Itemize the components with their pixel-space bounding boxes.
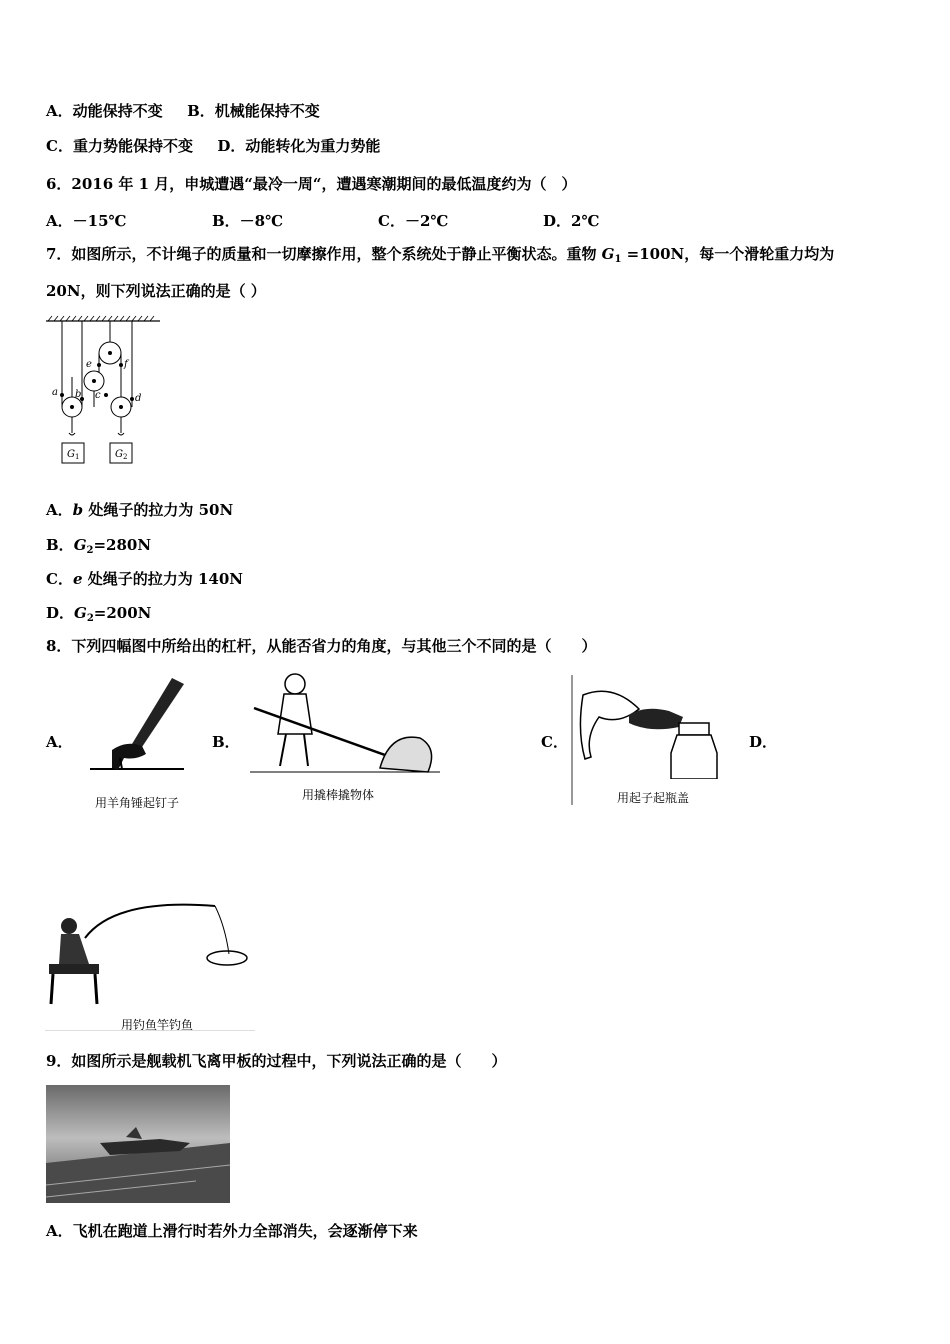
q7-option-c: C．e 处绳子的拉力为 140N xyxy=(46,570,243,588)
caption-crowbar: 用撬棒撬物体 xyxy=(302,788,375,802)
crowbar-figure xyxy=(250,668,440,806)
q8-stem: 8．下列四幅图中所给出的杠杆，从能否省力的角度，与其他三个不同的是（ ） xyxy=(46,637,597,655)
crowbar-icon xyxy=(250,668,440,778)
q5-option-c: C．重力势能保持不变 xyxy=(46,137,193,155)
q6-option-a: A．－15℃ xyxy=(46,212,127,230)
label-g1: $G_1$ xyxy=(67,449,80,461)
pulley-system-figure xyxy=(42,315,164,470)
caption-hammer: 用羊角锤起钉子 xyxy=(94,796,179,810)
q7-stem-line1: 7．如图所示，不计绳子的质量和一切摩擦作用，整个系统处于静止平衡状态。重物 $G_1 =100N$，每一个滑轮重力均为 xyxy=(46,245,835,265)
q6-stem: 6．2016 年 1 月，申城遭遇“最冷一周“，遭遇寒潮期间的最低温度约为（ ） xyxy=(46,175,577,193)
q5-options-row1 xyxy=(46,101,320,121)
q8-label-c: C． xyxy=(541,733,568,751)
q9-option-a: A．飞机在跑道上滑行时若外力全部消失，会逐渐停下来 xyxy=(46,1222,418,1240)
q9-stem: 9．如图所示是舰载机飞离甲板的过程中，下列说法正确的是（ ） xyxy=(46,1052,507,1070)
q5-option-b: B．机械能保持不变 xyxy=(187,102,320,120)
q5-option-a: A．动能保持不变 xyxy=(46,102,163,120)
label-b: b xyxy=(75,389,82,400)
label-e: e xyxy=(86,359,92,370)
q7-option-b: B．$G_2=280N$ xyxy=(46,536,152,556)
q6-option-d: D．2℃ xyxy=(543,212,600,230)
q7-option-a: A．b 处绳子的拉力为 50N xyxy=(46,501,234,519)
q5-option-d: D．动能转化为重力势能 xyxy=(217,137,381,155)
label-f: f xyxy=(124,359,128,370)
bottle-opener-icon xyxy=(573,675,721,779)
caption-bottle-opener: 用起子起瓶盖 xyxy=(617,791,690,805)
label-c: c xyxy=(95,390,101,401)
q8-label-d: D． xyxy=(749,733,778,751)
hammer-figure xyxy=(82,672,192,812)
bottle-opener-figure xyxy=(571,675,723,805)
hammer-icon xyxy=(82,672,192,787)
fishing-icon xyxy=(45,902,255,1012)
label-a: a xyxy=(52,387,58,398)
q6-option-c: C．－2℃ xyxy=(378,212,449,230)
q6-option-b: B．－8℃ xyxy=(212,212,284,230)
carrier-jet-photo xyxy=(46,1085,230,1203)
fishing-figure xyxy=(45,902,255,1031)
q8-label-b: B． xyxy=(212,733,240,751)
q7-stem-line2: 20N，则下列说法正确的是（ ） xyxy=(46,282,266,300)
q5-options-row2 xyxy=(46,136,380,156)
label-d: d xyxy=(135,393,142,404)
q7-option-d: D．$G_2=200N$ xyxy=(46,604,152,624)
caption-fishing: 用钓鱼竿钓鱼 xyxy=(121,1018,194,1032)
q8-label-a: A． xyxy=(46,733,73,751)
label-g2: $G_2$ xyxy=(115,449,128,461)
